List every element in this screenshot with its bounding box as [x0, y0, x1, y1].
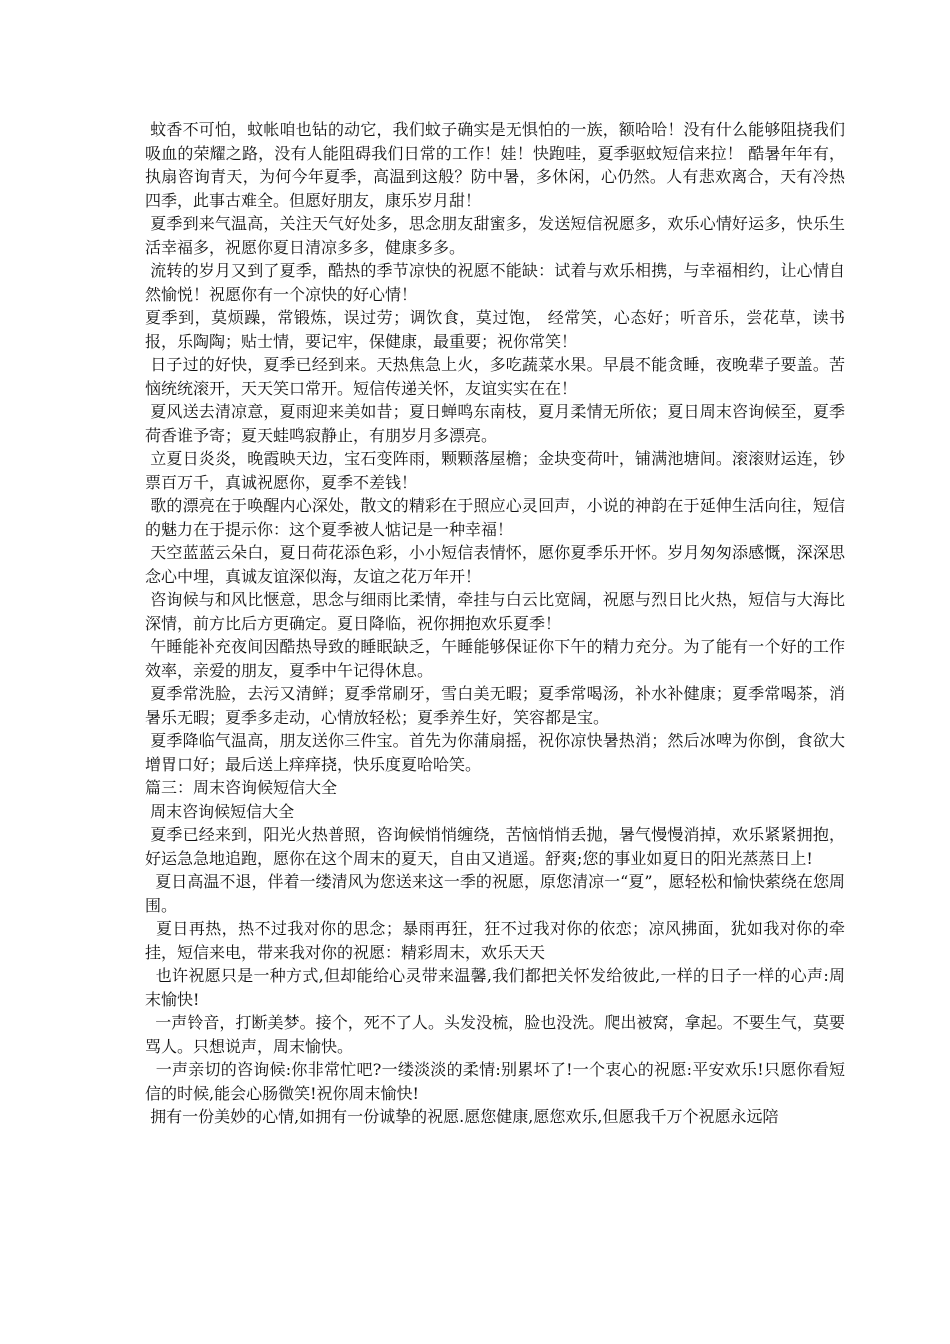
paragraph: 夏季降临气温高，朋友送你三件宝。首先为你蒲扇摇，祝你凉快暑热消；然后冰啤为你倒，食欲大增胃口好；最后送上痒痒挠，快乐度夏哈哈笑。: [145, 731, 845, 774]
paragraph: 也许祝愿只是一种方式,但却能给心灵带来温馨,我们都把关怀发给彼此,一样的日子一样的心声:周末愉快!: [145, 966, 845, 1009]
paragraph: 立夏日炎炎，晚霞映天边，宝石变阵雨，颗颗落屋檐；金块变荷叶，铺满池塘间。滚滚财运连，钞票百万千，真诚祝愿你，夏季不差钱！: [145, 449, 845, 492]
paragraph: 午睡能补充夜间因酷热导致的睡眠缺乏，午睡能够保证你下午的精力充分。为了能有一个好的工作效率，亲爱的朋友，夏季中午记得休息。: [145, 637, 845, 680]
paragraph: 夏季已经来到，阳光火热普照，咨询候悄悄缠绕，苦恼悄悄丢抛，暑气慢慢消掉，欢乐紧紧拥抱，好运急急地追跑，愿你在这个周末的夏天，自由又逍遥。舒爽;您的事业如夏日的阳光蒸蒸日上!: [145, 825, 845, 868]
paragraph: 蚊香不可怕，蚊帐咱也钻的动它，我们蚊子确实是无惧怕的一族，额哈哈！没有什么能够阻挠我们吸血的荣耀之路，没有人能阻碍我们日常的工作！娃！快跑哇，夏季驱蚊短信来拉！ 酷暑年年有，执扇咨询青天，为何今年夏季，高温到这般？防中暑，多休闲，心仍然。人有悲欢离合，天有冷热四季，此事古难全。但愿好朋友，康乐岁月甜！: [145, 120, 845, 210]
paragraph: 夏日再热，热不过我对你的思念；暴雨再狂，狂不过我对你的依恋；凉风拂面，犹如我对你的牵挂，短信来电，带来我对你的祝愿：精彩周末，欢乐天天: [145, 919, 846, 962]
paragraph: 一声铃音，打断美梦。接个，死不了人。头发没梳，脸也没洗。爬出被窝，拿起。不要生气，莫要骂人。只想说声，周末愉快。: [145, 1013, 845, 1056]
paragraph: 歌的漂亮在于唤醒内心深处，散文的精彩在于照应心灵回声，小说的神韵在于延伸生活向往，短信的魅力在于提示你：这个夏季被人惦记是一种幸福！: [145, 496, 845, 539]
paragraph: 流转的岁月又到了夏季，酷热的季节凉快的祝愿不能缺：试着与欢乐相携，与幸福相约，让心情自然愉悦！祝愿你有一个凉快的好心情！: [145, 261, 845, 304]
paragraph: 天空蓝蓝云朵白，夏日荷花添色彩，小小短信表情怀，愿你夏季乐开怀。岁月匆匆添感慨，深深思念心中埋，真诚友谊深似海，友谊之花万年开！: [145, 543, 845, 586]
document-body: [145, 118, 845, 1129]
paragraph: 夏季到来气温高，关注天气好处多，思念朋友甜蜜多，发送短信祝愿多，欢乐心情好运多，快乐生活幸福多，祝愿你夏日清凉多多，健康多多。: [145, 214, 845, 257]
paragraph: 夏季常洗脸，去污又清鲜；夏季常刷牙，雪白美无暇；夏季常喝汤，补水补健康；夏季常喝茶，消暑乐无暇；夏季多走动，心情放轻松；夏季养生好，笑容都是宝。: [145, 684, 845, 727]
section-subheading: 周末咨询候短信大全: [145, 801, 295, 821]
section-heading: 篇三：周末咨询候短信大全: [145, 778, 338, 797]
paragraph: 拥有一份美妙的心情,如拥有一份诚挚的祝愿.愿您健康,愿您欢乐,但愿我千万个祝愿永远陪: [145, 1107, 779, 1126]
paragraph: 咨询候与和风比惬意，思念与细雨比柔情，牵挂与白云比宽阔，祝愿与烈日比火热，短信与大海比深情，前方比后方更确定。夏日降临，祝你拥抱欢乐夏季！: [145, 590, 845, 633]
paragraph: 夏日高温不退，伴着一缕清风为您送来这一季的祝愿，原您清凉一“夏”，愿轻松和愉快萦绕在您周围。: [145, 872, 845, 915]
paragraph: 夏季到，莫烦躁，常锻炼，误过劳；调饮食，莫过饱， 经常笑，心态好；听音乐，尝花草，读书报，乐陶陶；贴士情，要记牢，保健康，最重要；祝你常笑！: [145, 308, 845, 351]
paragraph: 一声亲切的咨询候:你非常忙吧?一缕淡淡的柔情:别累坏了!一个衷心的祝愿:平安欢乐!只愿你看短信的时候,能会心肠微笑!祝你周末愉快!: [145, 1060, 845, 1103]
paragraph: 夏风送去清凉意，夏雨迎来美如昔；夏日蝉鸣东南枝，夏月柔情无所依；夏日周末咨询候至，夏季荷香谁予寄；夏天蛙鸣寂静止，有朋岁月多漂亮。: [145, 402, 845, 445]
paragraph: 日子过的好快，夏季已经到来。天热焦急上火，多吃蔬菜水果。早晨不能贪睡，夜晚辈子要盖。苦恼统统滚开，天天笑口常开。短信传递关怀，友谊实实在在！: [145, 355, 845, 398]
